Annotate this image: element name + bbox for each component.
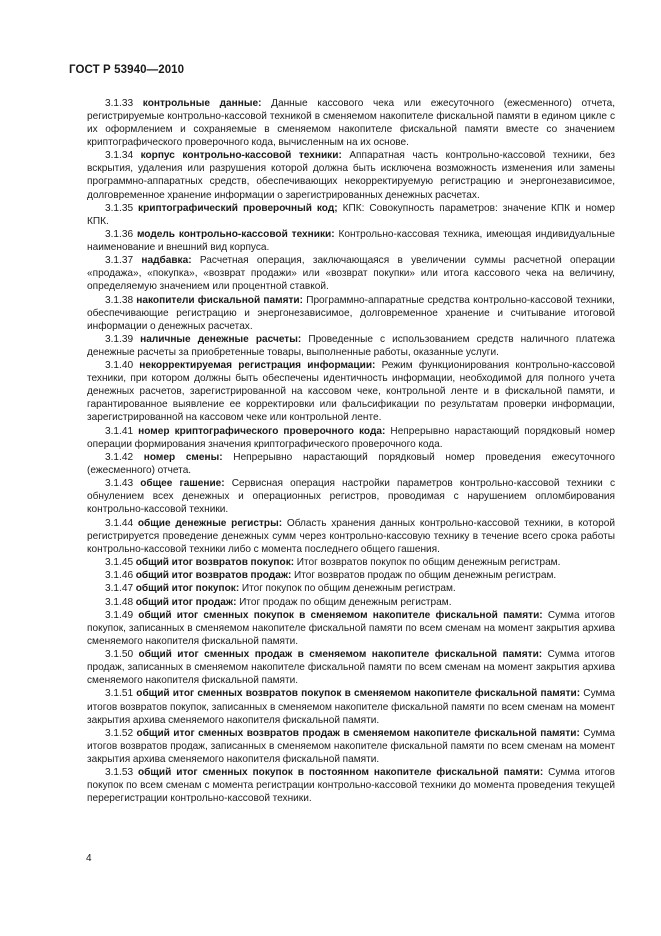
definition-entry [87, 97, 615, 149]
definition-entry [87, 228, 615, 254]
entry-term: общий итог сменных продаж в сменяемом накопителе фискальной памяти: [138, 649, 543, 661]
entry-definition: Сумма итогов возвратов продаж, записанных в сменяемом накопителе фискальной памяти по всем сменам на момент закрытия архива сменяемого накопителя фискальной памяти. [87, 727, 616, 765]
entry-number: 3.1.44 [105, 517, 134, 529]
definition-entry [87, 425, 615, 451]
definition-entry [87, 149, 615, 201]
entry-definition: Сумма итогов продаж, записанных в сменяемом накопителе фискальной памяти по всем сменам на момент закрытия архива сменяемого накопителя фискальной памяти. [87, 649, 615, 687]
entry-definition: Программно-аппаратные средства контрольно-кассовой техники, обеспечивающие регистрацию и энергонезависимое, долговременное хранение и считывание итоговой информации о денежных расчетах. [87, 294, 615, 332]
entry-number: 3.1.35 [105, 202, 134, 214]
definitions-list [87, 97, 615, 805]
definition-entry [87, 648, 615, 687]
entry-definition: Расчетная операция, заключающаяся в увеличении суммы расчетной операции «продажа», «покупка», «возврат продажи» или «возврат покупки» или итога кассового чека на величину, определяемую значением или процентной ставкой. [87, 255, 616, 293]
entry-number: 3.1.43 [105, 478, 134, 490]
entry-definition: Непрерывно нарастающий порядковый номер проведения ежесуточного (ежесменного) отчета. [87, 451, 616, 476]
definition-entry [87, 727, 615, 766]
entry-number: 3.1.52 [105, 727, 134, 739]
entry-term: общие денежные регистры: [137, 517, 283, 529]
definition-entry [87, 517, 615, 556]
entry-number: 3.1.33 [105, 98, 134, 109]
entry-term: общий итог продаж: [135, 596, 237, 608]
standard-header: ГОСТ Р 53940—2010 [69, 64, 185, 76]
entry-term: номер смены: [143, 451, 223, 463]
entry-number: 3.1.47 [105, 583, 134, 595]
entry-number: 3.1.51 [105, 688, 134, 700]
page-number: 4 [86, 853, 92, 864]
definition-entry [87, 687, 615, 726]
definition-entry [87, 609, 615, 648]
entry-definition: Режим функционирования контрольно-кассовой техники, при котором должны быть обеспечены идентичность информации, необходимой для полного учета денежных расчетов, зарегистрированной на кассовом чеке, контрольной ленте и в фискальной памяти, и гарантированное выявление ее корректировки или фальсификации по результатам проверки информации, зарегистрированной на кассовом чеке или контрольной ленте. [87, 360, 615, 424]
entry-number: 3.1.37 [105, 255, 134, 267]
definition-entry [87, 582, 615, 595]
entry-term: номер криптографического проверочного кода: [138, 425, 386, 437]
entry-number: 3.1.53 [105, 767, 134, 779]
entry-definition: Данные кассового чека или ежесуточного (ежесменного) отчета, регистрируемые контрольно-кассовой техникой в сменяемом накопителе фискальной памяти в едином цикле с их оформлением и сохраняемые в сменяемом накопителе фискальной памяти вместе со значением криптографического проверочного кода, вычисленным на их основе. [87, 98, 615, 149]
entry-definition: Сервисная операция настройки параметров контрольно-кассовой техники с обнулением всех денежных и операционных регистров, проводимая с нарушением опломбирования контрольно-кассовой техники. [87, 478, 615, 516]
entry-number: 3.1.40 [105, 360, 134, 372]
entry-definition: Аппаратная часть контрольно-кассовой техники, без вскрытия, удаления или разрушения которой должна быть исключена возможность изменения или замены программно-аппаратных средств, обеспечивающих некорректируемую регистрацию и энергонезависимое, долговременное хранение информации о зарегистрированных денежных расчетах. [87, 150, 615, 201]
entry-definition: Итог покупок по общим денежным регистрам. [241, 583, 456, 595]
entry-definition: Сумма итогов возвратов покупок, записанных в сменяемом накопителе фискальной памяти по всем сменам на момент закрытия архива сменяемого накопителя фискальной памяти. [87, 688, 616, 726]
entry-number: 3.1.39 [105, 333, 134, 345]
entry-term: общий итог сменных покупок в постоянном накопителе фискальной памяти: [138, 767, 544, 779]
definition-entry [87, 596, 615, 609]
entry-term: модель контрольно-кассовой техники: [136, 229, 335, 241]
entry-number: 3.1.48 [105, 596, 134, 608]
entry-definition: Сумма итогов покупок, записанных в сменяемом накопителе фискальной памяти по всем сменам на момент закрытия архива сменяемого накопителя фискальной памяти. [87, 609, 615, 647]
entry-term: общее гашение: [140, 478, 225, 490]
entry-number: 3.1.45 [105, 556, 134, 568]
entry-definition: Непрерывно нарастающий порядковый номер операции формирования значения криптографического проверочного кода. [87, 425, 615, 450]
entry-term: наличные денежные расчеты: [140, 333, 302, 345]
entry-definition: КПК: Совокупность параметров: значение КПК и номер КПК. [87, 202, 615, 227]
entry-term: некорректируемая регистрация информации: [139, 360, 376, 372]
entry-term: криптографический проверочный код; [138, 202, 338, 214]
entry-term: общий итог покупок: [135, 583, 240, 595]
entry-definition: Контрольно-кассовая техника, имеющая индивидуальные наименование и внешний вид корпуса. [87, 229, 615, 254]
entry-definition: Итог возвратов покупок по общим денежным регистрам. [296, 556, 561, 568]
entry-definition: Область хранения данных контрольно-кассовой техники, в которой регистрируется проведение денежных сумм через контрольно-кассовую технику в течение всего срока работы контрольно-кассовой техники либо с момента последнего общего гашения. [87, 517, 616, 555]
entry-term: общий итог возвратов покупок: [135, 556, 295, 568]
entry-definition: Сумма итогов покупок по всем сменам с момента регистрации контрольно-кассовой техники до момента проведения текущей перерегистрации контрольно-кассовой техники. [87, 767, 615, 805]
entry-term: надбавка: [141, 255, 192, 267]
entry-number: 3.1.34 [105, 150, 134, 162]
definition-entry [87, 359, 615, 424]
entry-term: общий итог сменных возвратов продаж в сменяемом накопителе фискальной памяти: [136, 727, 580, 739]
entry-number: 3.1.50 [105, 649, 134, 661]
definition-entry [87, 451, 615, 477]
entry-term: контрольные данные: [142, 98, 262, 109]
definition-entry [87, 477, 615, 516]
entry-number: 3.1.46 [105, 570, 134, 582]
entry-term: общий итог сменных покупок в сменяемом накопителе фискальной памяти: [138, 609, 543, 621]
definition-entry [87, 202, 615, 228]
definition-entry [87, 333, 615, 359]
entry-term: корпус контрольно-кассовой техники: [140, 150, 342, 162]
entry-number: 3.1.36 [105, 229, 134, 241]
entry-number: 3.1.49 [105, 609, 134, 621]
definition-entry [87, 569, 615, 582]
entry-number: 3.1.38 [105, 294, 134, 306]
entry-definition: Итог продаж по общим денежным регистрам. [239, 596, 452, 608]
definition-entry [87, 254, 615, 293]
entry-definition: Итог возвратов продаж по общим денежным регистрам. [293, 570, 557, 582]
entry-term: общий итог возвратов продаж: [135, 570, 292, 582]
entry-term: накопители фискальной памяти: [136, 294, 303, 306]
definition-entry [87, 766, 615, 805]
definition-entry [87, 556, 615, 569]
entry-number: 3.1.42 [105, 451, 134, 463]
entry-definition: Проведенные с использованием средств наличного платежа денежные расчеты за приобретенные товары, выполненные работы, оказанные услуги. [87, 333, 616, 359]
entry-term: общий итог сменных возвратов покупок в сменяемом накопителе фискальной памяти: [136, 688, 581, 700]
entry-number: 3.1.41 [105, 425, 134, 437]
definition-entry [87, 294, 615, 333]
